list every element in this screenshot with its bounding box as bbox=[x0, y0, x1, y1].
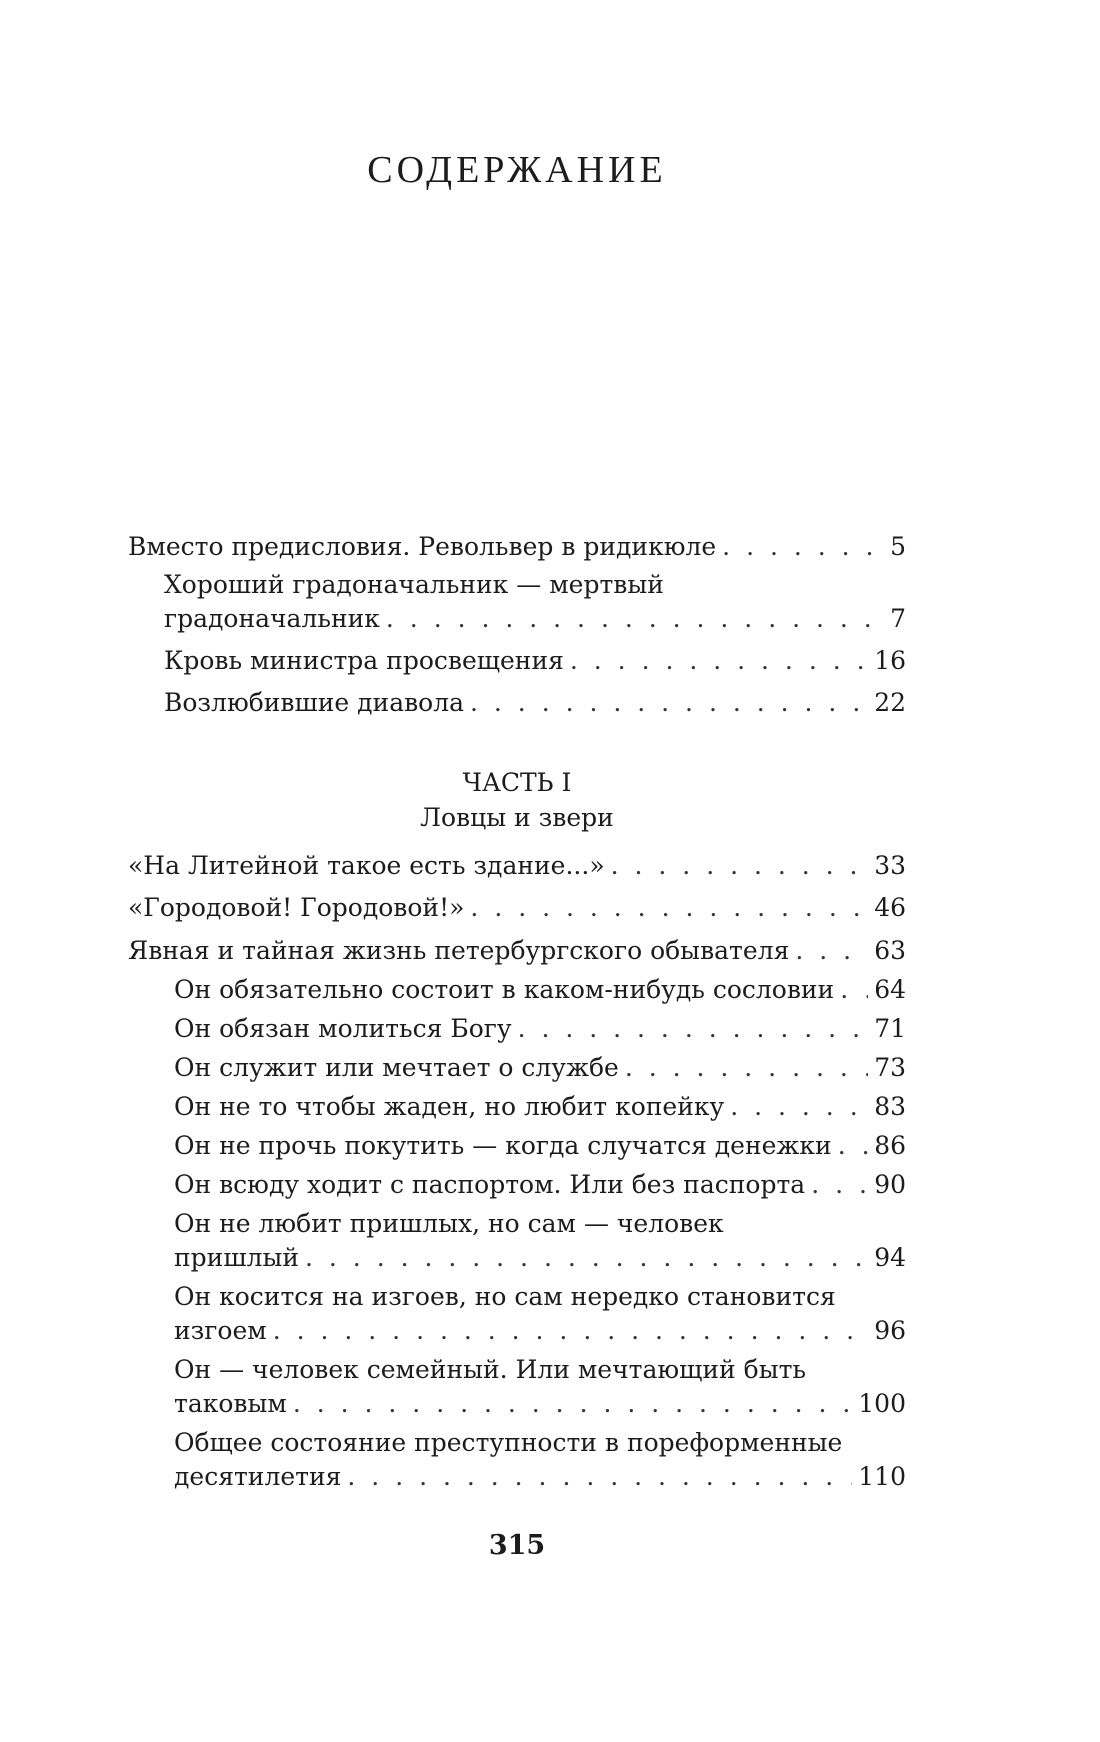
toc-entry-page: 96 bbox=[874, 1316, 906, 1345]
toc-entry[interactable] bbox=[128, 934, 906, 968]
toc-subentry[interactable] bbox=[174, 1012, 906, 1046]
toc-entry-page: 100 bbox=[858, 1389, 906, 1418]
dot-leader bbox=[293, 1387, 852, 1421]
dot-leader bbox=[722, 530, 880, 564]
toc-entry-page: 63 bbox=[874, 936, 906, 965]
dot-leader bbox=[518, 1012, 869, 1046]
toc-entry-title: Он — человек семейный. Или мечтающий быть bbox=[174, 1355, 807, 1384]
dot-leader bbox=[470, 891, 868, 925]
toc-entry[interactable] bbox=[164, 568, 906, 633]
toc-entry-title: Он обязан молиться Богу bbox=[174, 1014, 512, 1043]
toc-subentry[interactable] bbox=[174, 1090, 906, 1124]
toc-entry-page: 90 bbox=[874, 1170, 906, 1199]
toc-subentry[interactable] bbox=[174, 1353, 906, 1418]
toc-entry-title: Он косится на изгоев, но сам нередко становится bbox=[174, 1282, 836, 1311]
toc-entry-page: 64 bbox=[874, 975, 906, 1004]
dot-leader bbox=[386, 602, 880, 636]
page-title: СОДЕРЖАНИЕ bbox=[367, 149, 667, 191]
toc-entry-page: 7 bbox=[890, 604, 906, 633]
toc-entry[interactable] bbox=[164, 644, 906, 678]
toc-entry-title-cont: таковым bbox=[174, 1389, 287, 1418]
toc-entry-title: Он обязательно состоит в каком-нибудь сословии bbox=[174, 975, 835, 1004]
toc-entry-title-cont: десятилетия bbox=[174, 1462, 342, 1491]
toc-subentry[interactable] bbox=[174, 1207, 906, 1272]
toc-subentry[interactable] bbox=[174, 1280, 906, 1345]
toc-subentry[interactable] bbox=[174, 973, 906, 1007]
toc-entry-title: Явная и тайная жизнь петербургского обывателя bbox=[128, 936, 790, 965]
toc-entry-title: Кровь министра просвещения bbox=[164, 646, 564, 675]
page-number: 315 bbox=[488, 1530, 546, 1561]
toc-entry-page: 73 bbox=[874, 1053, 906, 1082]
toc-subentry[interactable] bbox=[174, 1129, 906, 1163]
toc-entry-title: Возлюбившие диавола bbox=[164, 688, 465, 717]
dot-leader bbox=[470, 686, 868, 720]
dot-leader bbox=[840, 973, 868, 1007]
toc-entry-page: 86 bbox=[874, 1131, 906, 1160]
toc-entry-title: Общее состояние преступности в пореформенные bbox=[174, 1428, 843, 1457]
toc-entry-page: 110 bbox=[858, 1462, 906, 1491]
toc-entry-title: Хороший градоначальник — мертвый bbox=[164, 570, 664, 599]
part-subtitle: Ловцы и звери bbox=[420, 803, 614, 832]
toc-entry-page: 83 bbox=[874, 1092, 906, 1121]
toc-entry-page: 33 bbox=[874, 851, 906, 880]
toc-entry[interactable] bbox=[128, 891, 906, 925]
toc-entry-page: 22 bbox=[874, 688, 906, 717]
dot-leader bbox=[795, 934, 868, 968]
toc-entry-title: Вместо предисловия. Револьвер в ридикюле bbox=[128, 532, 717, 561]
dot-leader bbox=[570, 644, 868, 678]
toc-entry-title: Он всюду ходит с паспортом. Или без паспорта bbox=[174, 1170, 806, 1199]
toc-entry-page: 94 bbox=[874, 1243, 906, 1272]
dot-leader bbox=[625, 1051, 868, 1085]
dot-leader bbox=[305, 1241, 868, 1275]
toc-entry[interactable] bbox=[128, 849, 906, 883]
toc-entry-title: «Городовой! Городовой!» bbox=[128, 893, 465, 922]
dot-leader bbox=[611, 849, 869, 883]
toc-entry-title-cont: пришлый bbox=[174, 1243, 300, 1272]
part-label: ЧАСТЬ I bbox=[462, 768, 572, 797]
toc-entry-page: 46 bbox=[874, 893, 906, 922]
toc-entry[interactable] bbox=[128, 530, 906, 564]
toc-entry-title: Он не любит пришлых, но сам — человек bbox=[174, 1209, 724, 1238]
toc-subentry[interactable] bbox=[174, 1051, 906, 1085]
toc-entry-title: «На Литейной такое есть здание...» bbox=[128, 851, 605, 880]
dot-leader bbox=[838, 1129, 868, 1163]
toc-entry-title-cont: градоначальник bbox=[164, 604, 380, 633]
toc-entry-page: 16 bbox=[874, 646, 906, 675]
dot-leader bbox=[811, 1168, 868, 1202]
toc-entry-page: 71 bbox=[874, 1014, 906, 1043]
dot-leader bbox=[273, 1314, 868, 1348]
toc-entry-title: Он не прочь покутить — когда случатся денежки bbox=[174, 1131, 832, 1160]
toc-entry[interactable] bbox=[164, 686, 906, 720]
toc-entry-title: Он служит или мечтает о службе bbox=[174, 1053, 619, 1082]
toc-subentry[interactable] bbox=[174, 1426, 906, 1491]
toc-entry-page: 5 bbox=[890, 532, 906, 561]
toc-entry-title-cont: изгоем bbox=[174, 1316, 267, 1345]
dot-leader bbox=[730, 1090, 868, 1124]
toc-entry-title: Он не то чтобы жаден, но любит копейку bbox=[174, 1092, 725, 1121]
dot-leader bbox=[347, 1460, 852, 1494]
toc-subentry[interactable] bbox=[174, 1168, 906, 1202]
